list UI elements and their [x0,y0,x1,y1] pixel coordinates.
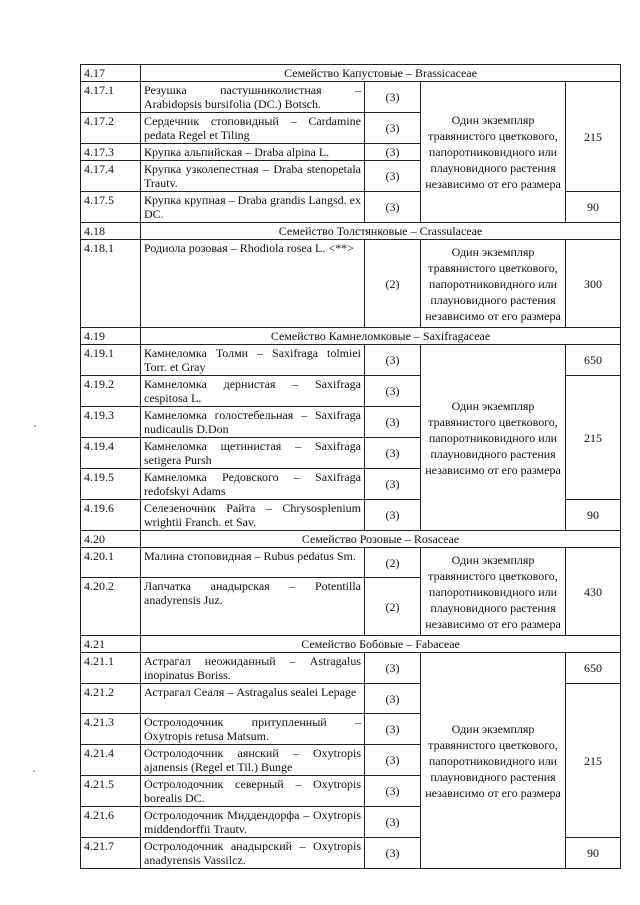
species-number: 4.21.2 [81,684,141,714]
price-cell: 90 [566,838,621,869]
category-cell: (3) [365,500,421,531]
category-cell: (3) [365,838,421,869]
price-cell: 650 [566,345,621,376]
species-number: 4.19.1 [81,345,141,376]
family-number: 4.19 [81,328,141,345]
category-cell: (3) [365,807,421,838]
family-number: 4.17 [81,65,141,82]
species-number: 4.20.2 [81,578,141,636]
species-name: Камнеломка голостебельная – Saxifraga nudicaulis D.Don [141,407,365,438]
species-number: 4.21.6 [81,807,141,838]
family-row [81,636,621,653]
family-row [81,65,621,82]
family-number: 4.21 [81,636,141,653]
species-number: 4.19.2 [81,376,141,407]
category-cell: (3) [365,345,421,376]
unit-description: Один экземпляр травянистого цветкового, папоротниковидного или плауновидного растения независимо от его размера [421,82,566,223]
species-name: Остролодочник аянский – Oxytropis ajanensis (Regel et Til.) Bunge [141,745,365,776]
species-number: 4.21.4 [81,745,141,776]
species-name: Камнеломка щетинистая – Saxifraga setigera Pursh [141,438,365,469]
species-number: 4.21.1 [81,653,141,684]
price-cell: 215 [566,82,621,192]
species-number: 4.17.5 [81,192,141,223]
family-row [81,223,621,240]
price-cell: 215 [566,684,621,838]
price-cell: 300 [566,240,621,328]
family-row [81,531,621,548]
species-name: Остролодочник притупленный – Oxytropis retusa Matsum. [141,714,365,745]
category-cell: (3) [365,82,421,113]
scan-speck [34,425,36,427]
species-name: Сердечник стоповидный – Cardamine pedata Regel et Tiling [141,113,365,144]
category-cell: (3) [365,469,421,500]
family-title: Семейство Камнеломковые – Saxifragaceae [141,328,621,345]
species-name: Камнеломка дернистая – Saxifraga cespitosa L. [141,376,365,407]
price-cell: 430 [566,548,621,636]
category-cell: (3) [365,407,421,438]
species-name: Малина стоповидная – Rubus pedatus Sm. [141,548,365,578]
species-name: Остролодочник анадырский – Oxytropis anadyrensis Vassilcz. [141,838,365,869]
table-row [81,345,621,376]
family-title: Семейство Капустовые – Brassicaceae [141,65,621,82]
unit-description: Один экземпляр травянистого цветкового, папоротниковидного или плауновидного растения независимо от его размера [421,653,566,869]
species-number: 4.21.5 [81,776,141,807]
category-cell: (3) [365,438,421,469]
unit-description: Один экземпляр травянистого цветкового, папоротниковидного или плауновидного растения независимо от его размера [421,345,566,531]
species-number: 4.17.4 [81,161,141,192]
table-row [81,82,621,113]
category-cell: (2) [365,240,421,328]
family-title: Семейство Толстянковые – Crassulaceae [141,223,621,240]
category-cell: (3) [365,745,421,776]
category-cell: (2) [365,578,421,636]
category-cell: (3) [365,376,421,407]
category-cell: (3) [365,144,421,161]
category-cell: (3) [365,776,421,807]
family-title: Семейство Бобовые – Fabaceae [141,636,621,653]
species-number: 4.17.2 [81,113,141,144]
table-row [81,653,621,684]
table-row [81,240,621,328]
price-cell: 90 [566,500,621,531]
price-cell: 215 [566,376,621,500]
species-name: Лапчатка анадырская – Potentilla anadyrensis Juz. [141,578,365,636]
species-name: Крупка узколепестная – Draba stenopetala Trautv. [141,161,365,192]
table-row [81,548,621,578]
species-number: 4.19.3 [81,407,141,438]
species-name: Резушка пастушниколистная – Arabidopsis bursifolia (DC.) Botsch. [141,82,365,113]
price-cell: 90 [566,192,621,223]
category-cell: (3) [365,653,421,684]
scan-speck [33,770,35,772]
species-number: 4.19.5 [81,469,141,500]
family-number: 4.20 [81,531,141,548]
species-number: 4.18.1 [81,240,141,328]
species-name: Астрагал Сеаля – Astragalus sealei Lepage [141,684,365,714]
category-cell: (2) [365,548,421,578]
species-number: 4.17.3 [81,144,141,161]
family-number: 4.18 [81,223,141,240]
category-cell: (3) [365,161,421,192]
species-name: Крупка альпийская – Draba alpina L. [141,144,365,161]
price-cell: 650 [566,653,621,684]
species-name: Камнеломка Редовского – Saxifraga redofskyi Adams [141,469,365,500]
unit-description: Один экземпляр травянистого цветкового, папоротниковидного или плауновидного растения независимо от его размера [421,548,566,636]
category-cell: (3) [365,192,421,223]
family-row [81,328,621,345]
species-number: 4.19.4 [81,438,141,469]
category-cell: (3) [365,714,421,745]
unit-description: Один экземпляр травянистого цветкового, папоротниковидного или плауновидного растения независимо от его размера [421,240,566,328]
species-name: Остролодочник Миддендорфа – Oxytropis middendorffii Trautv. [141,807,365,838]
species-number: 4.21.3 [81,714,141,745]
category-cell: (3) [365,113,421,144]
species-name: Родиола розовая – Rhodiola rosea L. <**> [141,240,365,328]
species-name: Селезеночник Райта – Chrysosplenium wrightii Franch. et Sav. [141,500,365,531]
species-name: Камнеломка Толми – Saxifraga tolmiei Torr. et Gray [141,345,365,376]
family-title: Семейство Розовые – Rosaceae [141,531,621,548]
species-number: 4.20.1 [81,548,141,578]
species-number: 4.19.6 [81,500,141,531]
species-table [80,64,621,869]
species-number: 4.21.7 [81,838,141,869]
category-cell: (3) [365,684,421,714]
species-number: 4.17.1 [81,82,141,113]
species-name: Астрагал неожиданный – Astragalus inopinatus Boriss. [141,653,365,684]
species-name: Остролодочник северный – Oxytropis borealis DC. [141,776,365,807]
species-name: Крупка крупная – Draba grandis Langsd. ex DC. [141,192,365,223]
